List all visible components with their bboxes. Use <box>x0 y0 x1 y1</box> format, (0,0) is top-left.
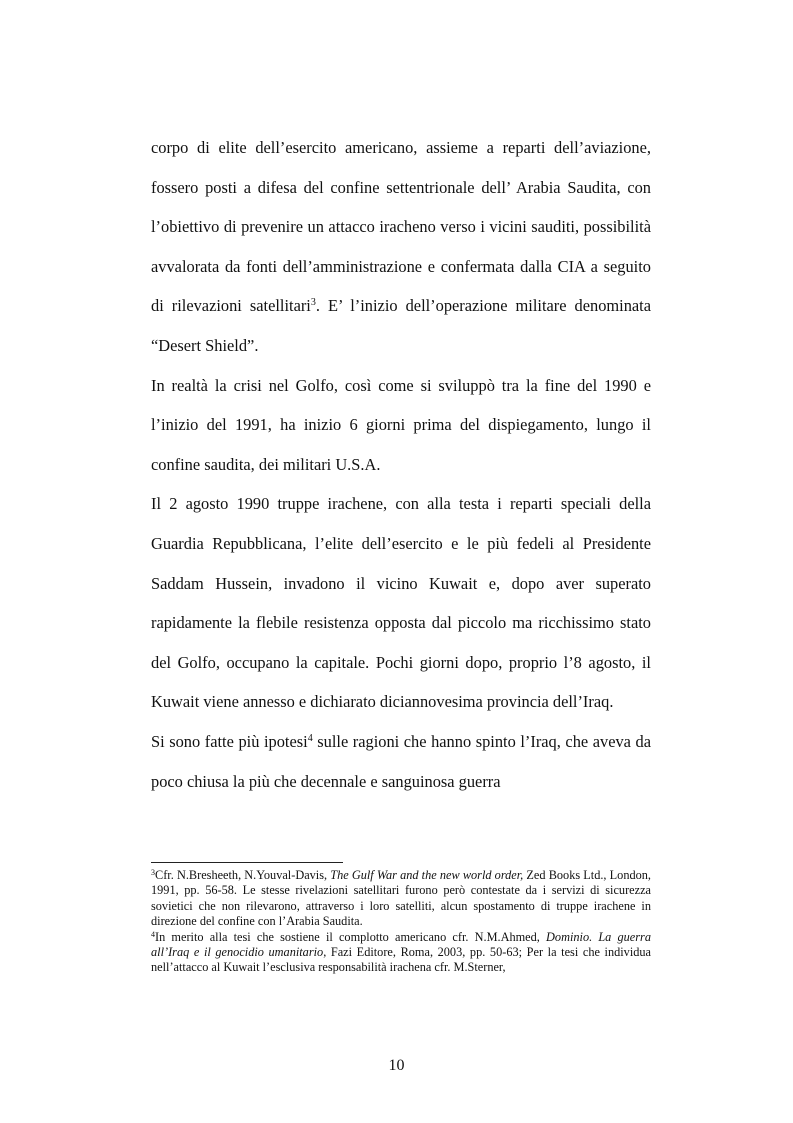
footnote-4 <box>151 930 651 976</box>
footnote-4-number: 4 <box>151 929 155 939</box>
paragraph-4-tail: sulle ragioni che hanno spinto l’Iraq, che aveva da poco chiusa la più che decennale e sanguinosa guerra <box>151 731 651 791</box>
paragraph-3: Il 2 agosto 1990 truppe irachene, con alla testa i reparti speciali della Guardia Repubblicana, l’elite dell’esercito e le più fedeli al Presidente Saddam Hussein, invadono il vicino Kuwait e, dopo aver superato rapidamente la flebile resistenza opposta dal piccolo ma ricchissimo stato del Golfo, occupano la capitale. Pochi giorni dopo, proprio l’8 agosto, il Kuwait viene annesso e dichiarato diciannovesima provincia dell’Iraq. <box>151 494 651 712</box>
footnote-3-title: The Gulf War and the new world order, <box>330 868 524 882</box>
footnote-4-pre: In merito alla tesi che sostiene il complotto americano cfr. N.M.Ahmed, <box>155 929 547 944</box>
footnote-3-number: 3 <box>151 868 155 877</box>
paragraph-2: In realtà la crisi nel Golfo, così come si sviluppò tra la fine del 1990 e l’inizio del 1991, ha inizio 6 giorni prima del dispiegamento, lungo il confine saudita, dei militari U.S.A. <box>151 375 651 474</box>
main-text <box>151 128 651 801</box>
paragraph-1-text: corpo di elite dell’esercito americano, assieme a reparti dell’aviazione, fossero posti a difesa del confine settentrionale dell’ Arabia Saudita, con l’obiettivo di prevenire un attacco iracheno verso i vicini sauditi, possibilità avvalorata da fonti dell’amministrazione e confermata dalla CIA a seguito di rilevazioni satellitari <box>151 138 651 316</box>
footnote-4-title: Dominio. La guerra all’Iraq e il genocidio umanitario <box>151 929 651 960</box>
footnote-separator <box>151 862 343 863</box>
paragraph-1 <box>151 128 651 366</box>
footnote-3 <box>151 868 651 930</box>
footnote-4-post: , Fazi Editore, Roma, 2003, pp. 50-63; Per la tesi che individua nell’attacco al Kuwait l’esclusiva responsabilità irachena cfr. M.Sterner, <box>151 945 651 975</box>
footnote-3-pre: Cfr. N.Bresheeth, N.Youval-Davis, <box>155 868 331 882</box>
page-number: 10 <box>388 1057 405 1074</box>
footnote-ref-3[interactable]: 3 <box>310 297 316 309</box>
paragraph-1-tail: . E’ l’inizio dell’operazione militare denominata “Desert Shield”. <box>151 296 652 355</box>
footnote-3-post: Zed Books Ltd., London, 1991, pp. 56-58. Le stesse rivelazioni satellitari furono però contestate da i servizi di sicurezza sovietici che non rilevarono, attraverso i loro satelliti, alcun spostamento di truppe irachene in direzione del confine con l’Arabia Saudita. <box>151 868 651 929</box>
footnote-ref-4[interactable]: 4 <box>307 732 313 744</box>
paragraph-4-head: Si sono fatte più ipotesi <box>151 731 308 751</box>
footnotes <box>151 868 651 976</box>
paragraph-4 <box>151 722 651 801</box>
